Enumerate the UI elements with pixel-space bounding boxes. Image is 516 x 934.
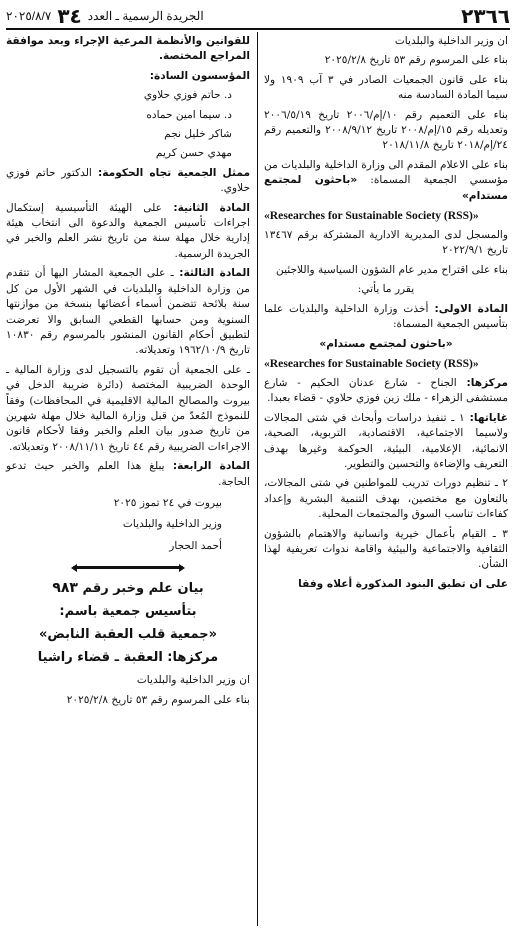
notice-headquarters: مركزها: العقبة ـ قضاء راشيا xyxy=(37,650,219,666)
law-line: بناء على قانون الجمعيات الصادر في ٣ آب ١٩٠٩ ولا سيما المادة السادسة منه xyxy=(264,73,508,102)
goal-three: ٣ ـ القيام بأعمال خيرية وانسانية والاهتمام بالشؤون الثقافية والاجتماعية والبيئية واقامة ندوات تعريفية لهذا الشأن. xyxy=(264,527,508,571)
association-name: «باحثون لمجتمع مستدام» xyxy=(264,174,508,202)
issue-date: ٢٠٢٥/٨/٧ xyxy=(6,9,52,23)
page-header xyxy=(6,4,510,30)
goal-one: غاياتها: ١ ـ تنفيذ دراسات وأبحاث في شتى المجالات ولاسيما الاجتماعية، الاقتصادية، التربوية، الصحية، الانمائية، الإعلامية، البيئية، الحوكمة وغيرها بهدف التعريف والإضاءة والتحسين والتطوير. xyxy=(264,411,508,470)
article-two: المادة الثانية: على الهيئة التأسيسية إستكمال اجراءات تأسيس الجمعية والدعوة الى انتخاب هيئة إدارية خلال مهلة سنة من تاريخ نشر العلم والخبر في الجريدة الرسمية. xyxy=(6,201,250,260)
article-one: المادة الاولى: أخذت وزارة الداخلية والبلديات علما بتأسيس الجمعية المسماة: xyxy=(264,302,509,331)
circulars-line: بناء على التعميم رقم ١٠/إم/٢٠٠٦ تاريخ ٢٠٠٦/٥/١٩ وتعديله رقم ١٥/إم/٢٠٠٨ تاريخ ٢٠٠٨/٩/١٢ والتعميم رقم ٢٤/إم/٢٠١٨ تاريخ ٢٠١٨/١١/٨ xyxy=(264,108,508,152)
signature-title: وزير الداخلية والبلديات xyxy=(122,518,222,531)
decree-line: بناء على المرسوم رقم ٥٣ تاريخ ٢٠٢٥/٢/٨ xyxy=(324,54,508,67)
association-name-2: «باحثون لمجتمع مستدام» xyxy=(319,337,453,350)
article-four: المادة الرابعة: يبلغ هذا العلم والخبر حيث تدعو الحاجة. xyxy=(6,460,250,488)
decides-line: يقرر ما يأتي: xyxy=(357,283,415,296)
article-three: المادة الثالثة: ـ على الجمعية المشار اليها أن تتقدم من وزارة الداخلية والبلديات في الشهر الأول من كل سنة بلائحة تتضمن أسماء أعضائها بنسخة من موازنتها السنوية ومن حسابها القطعي السابق والا تعرضت لتطبيق أحكام القانون المنشور بالمرسوم رقم ١٠٨٣٠ تاريخ ١٩٦٢/١٠/٩ وتعديلاته. xyxy=(6,267,250,357)
closing-line: على ان تطبق البنود المذكورة أعلاه وفقا xyxy=(298,577,508,590)
notification-line: بناء على الاعلام المقدم الى وزارة الداخلية والبلديات من مؤسسي الجمعية المسماة: «باحثون لمجتمع مستدام» xyxy=(264,158,508,202)
signature-place-date: بيروت في ٢٤ تموز ٢٠٢٥ xyxy=(113,496,222,509)
founders-list xyxy=(6,88,250,162)
notice-decree-line: بناء على المرسوم رقم ٥٣ تاريخ ٢٠٢٥/٢/٨ xyxy=(66,693,250,706)
issue-number: ٣٤ xyxy=(57,4,82,28)
minister-line: ان وزير الداخلية والبلديات xyxy=(394,35,508,47)
issue-info xyxy=(6,4,204,28)
notice-title: بيان علم وخبر رقم ٩٨٣ xyxy=(52,580,204,597)
journal-title: الجريدة الرسمية ـ العدد xyxy=(87,9,204,23)
registration-line: والمسجل لدى المديرية الادارية المشتركة برقم ١٣٤٦٧ تاريخ ٢٠٢٢/٩/١ xyxy=(264,229,508,257)
founder-item: مهدي حسن كريم xyxy=(155,147,232,160)
representative: ممثل الجمعية تجاه الحكومة: الدكتور حاتم فوزي حلاوي. xyxy=(6,166,250,195)
right-column xyxy=(264,34,508,596)
founders-label: المؤسسون السادة: xyxy=(149,69,250,82)
association-name-latin-2: «Researches for Sustainable Society (RSS)» xyxy=(264,356,479,370)
proposal-line: بناء على اقتراح مدير عام الشؤون السياسية واللاجئين xyxy=(276,263,508,276)
founder-item: د. حاتم فوزي حلاوي xyxy=(143,89,232,102)
column-divider xyxy=(257,32,258,926)
signature-block xyxy=(6,496,250,554)
founder-item: شاكر خليل نجم xyxy=(164,128,232,141)
section-separator xyxy=(73,566,183,569)
association-name-latin: «Researches for Sustainable Society (RSS)» xyxy=(264,209,479,223)
goal-two: ٢ ـ تنظيم دورات تدريب للمواطنين في شتى المجالات، بالتعاون مع مختصين، بهدف التنمية البشرية وإعداد كفاءات تناسب السوق والمجتمعات المحلية. xyxy=(264,477,508,521)
notice-association-name: «جمعية قلب العقبة النابض» xyxy=(39,627,217,643)
notice-subtitle: بتأسيس جمعية باسم: xyxy=(59,604,197,620)
headquarters: مركزها: الجناح - شارع عدنان الحكيم - شارع مستشفى الزهراء - ملك زين فوزي حلاوي - قضاء بعبدا. xyxy=(264,376,508,405)
notice-number: ٩٨٣ xyxy=(52,580,78,597)
page-number: ٢٣٦٦ xyxy=(461,4,510,28)
signature-name: أحمد الحجار xyxy=(169,539,222,552)
founder-item: د. سيما امين حماده xyxy=(146,108,232,121)
article-three-b: ـ على الجمعية أن تقوم بالتسجيل لدى وزارة المالية ـ الوحدة الضريبية المختصة (دائرة ضريبة الدخل في بيروت والمصالح المالية الاقليمية في المحافظات) وفقاً للنموذج المُعدّ من قبل وزارة المالية خلال مهلة شهرين من تاريخ صدور بيان العلم والخبر وفقا لأحكام قانون الاجراءات الضريبية رقم ٤٤ تاريخ ٢٠٠٨/١١/١١ وتعديلاته. xyxy=(6,363,250,453)
continuation-line: للقوانين والأنظمة المرعية الإجراء وبعد موافقة المراجع المختصة. xyxy=(6,35,250,63)
left-column xyxy=(6,34,250,712)
notice-minister-line: ان وزير الداخلية والبلديات xyxy=(136,674,250,687)
